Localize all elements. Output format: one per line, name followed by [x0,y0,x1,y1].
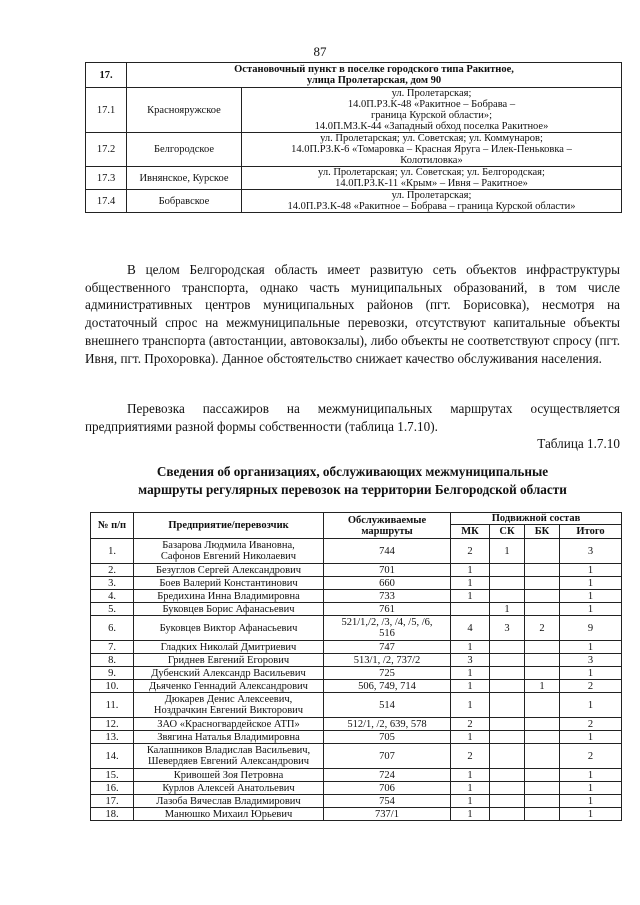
row-total: 1 [560,564,622,577]
table2-title-line1: Сведения об организациях, обслуживающих межмуниципальные [156,464,549,479]
row-routes [324,616,451,641]
row-org [134,564,324,577]
org-line: Ноздрачкин Евгений Викторович [153,705,304,716]
route-line: 701 [379,564,395,576]
table1-row-num: 17.4 [86,190,127,213]
route-line: ул. Пролетарская; [391,88,472,99]
table1-row-routes [242,167,622,190]
row-org [134,731,324,744]
row-org [134,782,324,795]
row-org [134,718,324,731]
table2-header-row [91,513,622,525]
org-line: Гладких Николай Дмитриевич [160,641,297,653]
route-line: 725 [379,667,395,679]
row-num: 13. [91,731,134,744]
table1-row-num: 17.3 [86,167,127,190]
row-sk [490,718,525,731]
row-sk [490,808,525,821]
row-routes [324,680,451,693]
route-line: ул. Пролетарская; ул. Советская; ул. Коммунаров; [320,133,543,144]
row-org [134,539,324,564]
row-sk [490,795,525,808]
row-org [134,616,324,641]
table-row [91,667,622,680]
row-sk [490,577,525,590]
paragraph-transport: Перевозка пассажиров на межмуниципальных маршрутах осуществляется предприятиями разной формы собственности (таблица 1.7.10). [85,401,620,434]
row-bk [525,564,560,577]
route-line: 14.0П.РЗ.К-11 «Крым» – Ивня – Ракитное» [335,178,528,189]
row-total: 1 [560,603,622,616]
row-bk [525,782,560,795]
route-line: 14.0П.РЗ.К-48 «Ракитное – Бобрава – граница Курской области» [287,201,576,212]
org-line: Безуглов Сергей Александрович [155,564,302,576]
route-line: 14.0П.РЗ.К-48 «Ракитное – Бобрава – [347,99,516,110]
route-line: 514 [379,699,395,711]
row-mk: 1 [451,693,490,718]
row-org [134,603,324,616]
table1-row-name: Бобравское [127,190,242,213]
row-total: 3 [560,654,622,667]
row-mk: 1 [451,731,490,744]
col-stock-header: Подвижной состав [451,513,622,525]
org-line: Шевердяев Евгений Александрович [147,756,310,767]
col-bk-header: БК [525,525,560,539]
org-line: Курлов Алексей Анатольевич [162,782,295,794]
row-num: 10. [91,680,134,693]
table-row [91,795,622,808]
row-total: 3 [560,539,622,564]
row-total: 1 [560,795,622,808]
row-num: 18. [91,808,134,821]
org-line: Лазоба Вячеслав Владимирович [156,795,301,807]
route-line: граница Курской области»; [370,110,493,121]
row-mk: 1 [451,577,490,590]
row-num: 6. [91,616,134,641]
route-line: 516 [379,628,395,639]
col-num-header: № п/п [91,513,134,539]
row-mk: 1 [451,795,490,808]
row-bk [525,590,560,603]
row-total: 1 [560,641,622,654]
row-routes [324,782,451,795]
table2-title [85,463,620,498]
row-num: 16. [91,782,134,795]
row-routes [324,731,451,744]
row-bk: 2 [525,616,560,641]
org-line: Кривошей Зоя Петровна [173,769,284,781]
row-num: 1. [91,539,134,564]
route-line: 513/1, /2, 737/2 [353,654,421,666]
table1-row [86,190,622,213]
route-line: ул. Пролетарская; ул. Советская; ул. Белгородская; [318,167,545,178]
table-row [91,590,622,603]
row-mk: 1 [451,782,490,795]
route-line: 737/1 [375,808,399,820]
route-line: 747 [379,641,395,653]
row-sk [490,731,525,744]
table-row [91,782,622,795]
org-line: Бредихина Инна Владимировна [157,590,300,602]
paragraph-infrastructure: В целом Белгородская область имеет развитую сеть объектов инфраструктуры общественного транспорта, однако часть муниципальных образований, в том числе административных центров муниципальных районов (пгт. Борисовка), несмотря на достаточный спрос на межмуниципальные перевозки, отсутствуют капитальные объекты внешнего транспорта (автостанции, автовокзалы), либо объекты не соответствуют спросу (пгт. Ивня, пгт. Прохоровка). Данное обстоятельство снижает качество обслуживания населения. [85,262,620,366]
row-mk: 1 [451,769,490,782]
table2-title-line2: маршруты регулярных перевозок на территории Белгородской области [138,481,567,497]
row-sk [490,654,525,667]
row-sk [490,680,525,693]
row-num: 5. [91,603,134,616]
route-line: 705 [379,731,395,743]
table-row [91,731,622,744]
table1-title-line2: улица Пролетарская, дом 90 [306,75,442,86]
table-row [91,654,622,667]
row-routes [324,693,451,718]
row-org [134,769,324,782]
col-sk-header: СК [490,525,525,539]
row-bk [525,731,560,744]
row-sk [490,590,525,603]
route-line: 724 [379,769,395,781]
route-line: Колотиловка» [400,155,463,166]
row-routes [324,577,451,590]
table1-row-routes [242,190,622,213]
row-total: 1 [560,731,622,744]
row-sk [490,667,525,680]
table-row [91,539,622,564]
row-org [134,808,324,821]
table1-row [86,167,622,190]
row-routes [324,590,451,603]
table1-row [86,133,622,167]
row-num: 7. [91,641,134,654]
col-routes-header: Обслуживаемые маршруты [324,513,451,539]
row-mk: 2 [451,744,490,769]
table-caption: Таблица 1.7.10 [537,436,620,451]
row-num: 3. [91,577,134,590]
org-line: Дьяченко Геннадий Александрович [149,680,308,692]
org-line: Дубенский Александр Васильевич [151,667,306,679]
row-org [134,744,324,769]
row-num: 12. [91,718,134,731]
table1-header-row [86,63,622,88]
row-bk [525,718,560,731]
route-line: 14.0П.РЗ.К-6 «Томаровка – Красная Яруга – Илек-Пеньковка – [291,144,572,155]
col-total-header: Итого [560,525,622,539]
route-line: 733 [379,590,395,602]
row-num: 4. [91,590,134,603]
row-bk [525,603,560,616]
row-bk [525,641,560,654]
row-org [134,693,324,718]
table-row [91,769,622,782]
row-mk: 1 [451,590,490,603]
row-total: 2 [560,680,622,693]
route-line: 761 [379,603,395,615]
row-routes [324,808,451,821]
row-total: 1 [560,667,622,680]
row-sk [490,564,525,577]
row-routes [324,641,451,654]
row-total: 1 [560,693,622,718]
org-line: ЗАО «Красногвардейское АТП» [157,718,300,730]
row-routes [324,718,451,731]
route-line: 506, 749, 714 [358,680,416,692]
org-line: Калашников Владислав Васильевич, [146,745,311,756]
row-routes [324,795,451,808]
carriers-table [90,512,622,821]
table1-row-name: Ивнянское, Курское [127,167,242,190]
row-bk: 1 [525,680,560,693]
org-line: Буковцев Борис Афанасьевич [162,603,295,615]
route-line: 521/1,/2, /3, /4, /5, /6, [341,617,433,628]
route-line: 744 [379,545,395,557]
row-sk: 1 [490,539,525,564]
row-total: 1 [560,577,622,590]
row-mk: 2 [451,539,490,564]
route-line: 512/1, /2, 639, 578 [347,718,427,730]
row-bk [525,667,560,680]
org-line: Гриднев Евгений Егорович [167,654,290,666]
row-routes [324,539,451,564]
row-routes [324,654,451,667]
row-routes [324,667,451,680]
route-line: 14.0П.МЗ.К-44 «Западный обход поселка Ракитное» [314,121,549,132]
col-org-header: Предприятие/перевозчик [134,513,324,539]
row-bk [525,808,560,821]
table-row [91,564,622,577]
row-org [134,680,324,693]
org-line: Сафонов Евгений Николаевич [160,551,297,562]
table-row [91,603,622,616]
table-row [91,641,622,654]
row-bk [525,693,560,718]
table-row [91,616,622,641]
org-line: Манюшко Михаил Юрьевич [164,808,293,820]
row-mk [451,603,490,616]
row-sk: 3 [490,616,525,641]
row-bk [525,769,560,782]
row-bk [525,654,560,667]
row-mk: 1 [451,641,490,654]
row-num: 15. [91,769,134,782]
row-sk [490,744,525,769]
row-mk: 3 [451,654,490,667]
table1-header-num: 17. [86,63,127,88]
route-line: 706 [379,782,395,794]
route-line: 707 [379,750,395,762]
row-org [134,654,324,667]
row-num: 11. [91,693,134,718]
row-num: 17. [91,795,134,808]
row-total: 9 [560,616,622,641]
org-line: Боев Валерий Константинович [159,577,298,589]
row-bk [525,795,560,808]
row-total: 2 [560,744,622,769]
table1-header-title [127,63,622,88]
table1-title-line1: Остановочный пункт в поселке городского типа Ракитное, [234,64,514,75]
row-routes [324,769,451,782]
row-num: 2. [91,564,134,577]
table1-row-routes [242,133,622,167]
row-org [134,795,324,808]
row-org [134,590,324,603]
org-line: Буковцев Виктор Афанасьевич [159,622,298,634]
row-total: 1 [560,769,622,782]
row-sk: 1 [490,603,525,616]
row-mk: 2 [451,718,490,731]
row-mk: 1 [451,564,490,577]
row-bk [525,539,560,564]
row-org [134,667,324,680]
table-row [91,693,622,718]
row-mk: 1 [451,680,490,693]
table1-row [86,88,622,133]
row-sk [490,782,525,795]
route-line: 660 [379,577,395,589]
row-num: 9. [91,667,134,680]
row-org [134,577,324,590]
route-line: 754 [379,795,395,807]
row-total: 2 [560,718,622,731]
org-line: Базарова Людмила Ивановна, [162,540,295,551]
row-org [134,641,324,654]
table1-row-name: Краснояружское [127,88,242,133]
table-row [91,808,622,821]
row-routes [324,564,451,577]
row-bk [525,744,560,769]
table1-row-name: Белгородское [127,133,242,167]
row-routes [324,744,451,769]
row-bk [525,577,560,590]
table1-row-num: 17.1 [86,88,127,133]
table-row [91,680,622,693]
row-total: 1 [560,808,622,821]
org-line: Дюкарев Денис Алексеевич, [164,694,293,705]
table1-row-num: 17.2 [86,133,127,167]
row-mk: 1 [451,808,490,821]
row-sk [490,641,525,654]
table-row [91,577,622,590]
table1-row-routes [242,88,622,133]
row-sk [490,693,525,718]
row-sk [490,769,525,782]
row-num: 8. [91,654,134,667]
page-number: 87 [313,44,327,59]
table-row [91,744,622,769]
row-routes [324,603,451,616]
row-total: 1 [560,782,622,795]
table-row [91,718,622,731]
org-line: Звягина Наталья Владимировна [157,731,300,743]
row-num: 14. [91,744,134,769]
row-mk: 1 [451,667,490,680]
row-total: 1 [560,590,622,603]
row-mk: 4 [451,616,490,641]
route-line: ул. Пролетарская; [391,190,472,201]
bus-stop-table [85,62,622,213]
col-mk-header: МК [451,525,490,539]
